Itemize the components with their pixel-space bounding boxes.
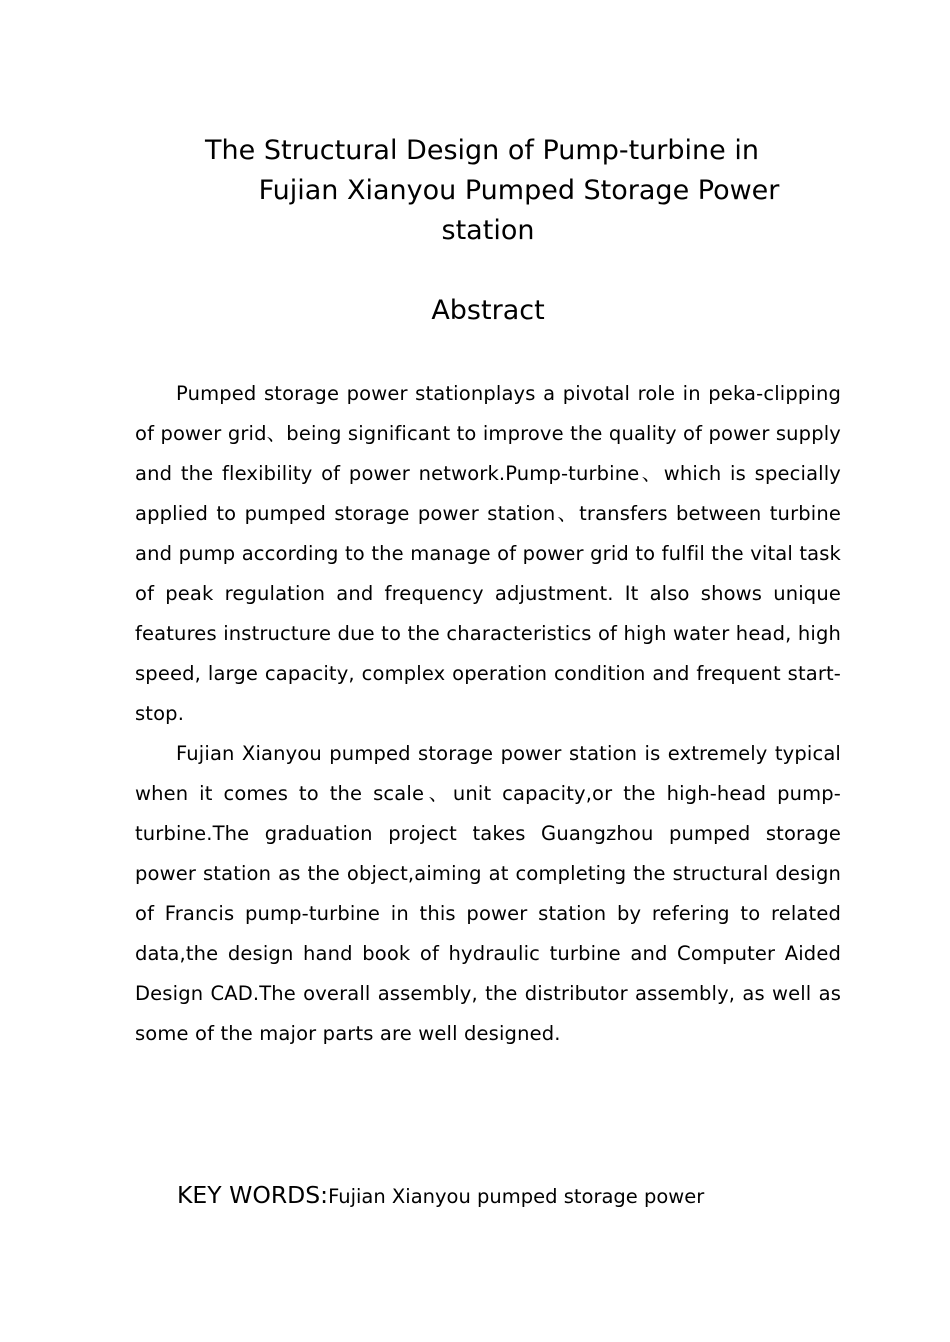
document-title	[135, 131, 841, 251]
keywords-label: KEY WORDS:	[177, 1181, 329, 1209]
keywords-value: Fujian Xianyou pumped storage power	[328, 1185, 705, 1208]
title-line-3: station	[441, 215, 535, 246]
keywords-line	[177, 1175, 841, 1218]
abstract-paragraph-1: Pumped storage power stationplays a pivotal role in peka-clipping of power grid、being significant to improve the quality of power supply and the flexibility of power network.Pump-turbine、which is specially applied to pumped storage power station、transfers between turbine and pump according to the manage of power grid to fulfil the vital task of peak regulation and frequency adjustment. It also shows unique features instructure due to the characteristics of high water head, high speed, large capacity, complex operation condition and frequent start-stop.	[135, 382, 841, 725]
title-line-2: Fujian Xianyou Pumped Storage Power	[258, 175, 780, 206]
abstract-heading: Abstract	[431, 295, 545, 326]
title-line-1: The Structural Design of Pump-turbine in	[205, 135, 759, 166]
abstract-paragraph-2: Fujian Xianyou pumped storage power station is extremely typical when it comes to the scale、unit capacity,or the high-head pump-turbine.The graduation project takes Guangzhou pumped storage power station as the object,aiming at completing the structural design of Francis pump-turbine in this power station by refering to related data,the design hand book of hydraulic turbine and Computer Aided Design CAD.The overall assembly, the distributor assembly, as well as some of the major parts are well designed.	[135, 742, 841, 1045]
abstract-body	[135, 374, 841, 1054]
